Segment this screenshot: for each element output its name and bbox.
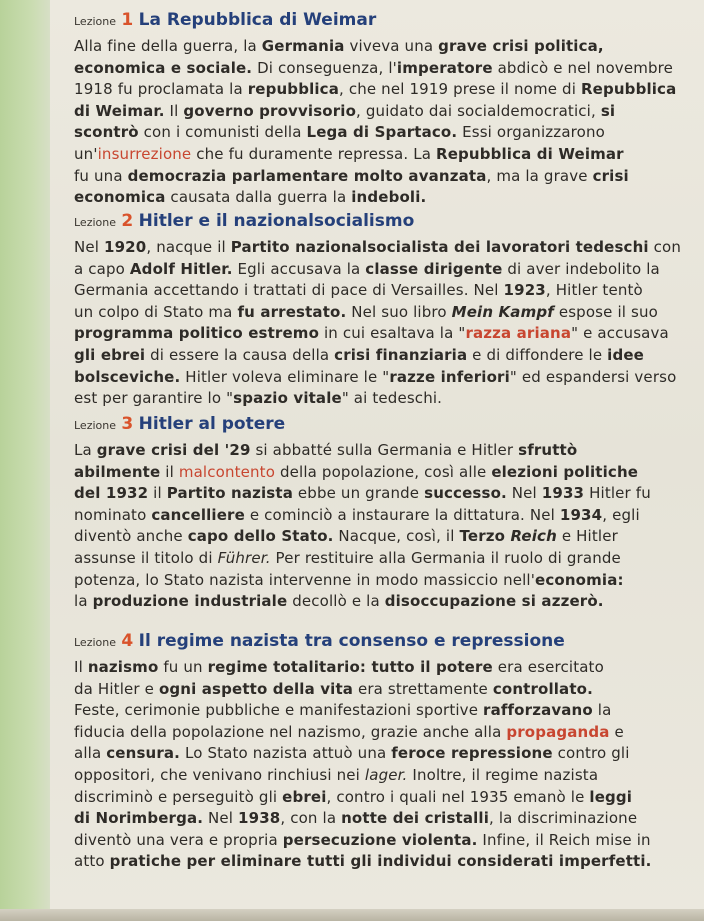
- lesson-title: Il regime nazista tra consenso e repressione: [138, 631, 565, 651]
- bold-phrase: regime totalitario: tutto il potere: [207, 658, 493, 676]
- text-span: un colpo di Stato ma: [74, 302, 238, 321]
- text-span: , che nel 1919 prese il nome di: [338, 80, 581, 99]
- text-span: la: [592, 701, 612, 720]
- text-span: " e accusava: [571, 324, 669, 343]
- lesson-body: [74, 440, 704, 613]
- text-span: diventò anche: [74, 527, 188, 546]
- bold-phrase: economica: [74, 188, 166, 207]
- bold-phrase: sfruttò: [518, 441, 578, 459]
- bold-phrase: ebrei: [282, 787, 327, 806]
- bold-phrase: 1920: [104, 238, 147, 256]
- lesson-2: [74, 211, 704, 410]
- text-span: era esercitato: [492, 658, 604, 676]
- lesson-1: [74, 10, 704, 209]
- text-line: [74, 79, 704, 101]
- bold-phrase: censura.: [106, 744, 181, 763]
- lesson-heading: [74, 631, 704, 653]
- text-span: , Hitler tentò: [545, 281, 643, 300]
- text-line: [74, 787, 704, 809]
- text-line: [74, 743, 704, 765]
- text-span: Di conseguenza, l': [252, 58, 397, 77]
- text-line: [74, 765, 704, 787]
- text-span: abdicò e nel novembre: [492, 58, 673, 77]
- text-span: e Hitler: [556, 527, 618, 546]
- bold-phrase: del 1932: [74, 484, 149, 503]
- bold-phrase: persecuzione violenta.: [282, 830, 478, 849]
- bold-phrase: razza ariana: [465, 324, 572, 343]
- bold-phrase: gli ebrei: [74, 345, 146, 364]
- text-span: che fu duramente repressa. La: [191, 144, 436, 163]
- text-span: della popolazione, così alle: [275, 462, 492, 481]
- text-line: [74, 591, 704, 613]
- bold-phrase: di Norimberga.: [74, 809, 204, 828]
- bold-phrase: cancelliere: [151, 505, 245, 524]
- text-span: alla: [74, 744, 107, 763]
- bold-phrase: indeboli.: [351, 188, 427, 207]
- text-span: , la discriminazione: [489, 809, 638, 828]
- lesson-body: [74, 657, 704, 873]
- bold-phrase: 1933: [541, 484, 585, 503]
- bold-phrase: grave crisi del '29: [96, 441, 251, 459]
- text-span: Il: [164, 101, 184, 120]
- text-span: contro gli: [552, 744, 630, 763]
- text-span: ebbe un grande: [292, 484, 425, 503]
- text-line: [74, 101, 704, 123]
- bold-phrase: controllato.: [492, 679, 593, 698]
- bold-phrase: notte dei cristalli: [341, 809, 490, 828]
- page-binding-edge: [0, 0, 50, 921]
- lesson-number: 4: [121, 631, 134, 651]
- text-line: [74, 440, 704, 462]
- lesson-4: [74, 631, 704, 873]
- text-span: Essi organizzarono: [457, 123, 605, 142]
- text-span: Feste, cerimonie pubbliche e manifestazioni sportive: [74, 701, 484, 720]
- text-line: [74, 808, 704, 830]
- lesson-title: La Repubblica di Weimar: [138, 10, 377, 30]
- text-span: discriminò e perseguitò gli: [74, 787, 283, 806]
- bold-phrase: pratiche per eliminare tutti gli individui considerati imperfetti.: [109, 852, 652, 871]
- text-span: di aver indebolito la: [502, 259, 660, 278]
- text-span: Il: [74, 658, 88, 676]
- bold-phrase: disoccupazione si azzerò.: [384, 592, 604, 611]
- text-span: con: [648, 238, 682, 256]
- text-span: 1918 fu proclamata la: [74, 80, 248, 99]
- text-line: [74, 679, 704, 701]
- text-span: Nel: [74, 238, 104, 256]
- text-span: Führer.: [217, 548, 271, 567]
- text-span: , con la: [280, 809, 342, 828]
- lesson-label: Lezione: [74, 419, 117, 432]
- highlight-phrase: insurrezione: [97, 144, 192, 163]
- lesson-title: Hitler e il nazionalsocialismo: [138, 211, 415, 231]
- text-span: Hitler voleva eliminare le ": [180, 367, 390, 386]
- text-span: viveva una: [344, 37, 439, 55]
- text-span: il: [148, 484, 167, 503]
- lesson-label: Lezione: [74, 15, 117, 28]
- text-span: era strettamente: [353, 679, 493, 698]
- text-line: [74, 280, 704, 302]
- text-span: assunse il titolo di: [74, 548, 218, 567]
- lesson-number: 3: [121, 414, 134, 434]
- bold-phrase: Reich: [510, 527, 557, 546]
- text-span: est per garantire lo ": [74, 389, 234, 408]
- bold-phrase: 1938: [238, 809, 281, 828]
- text-line: [74, 483, 704, 505]
- text-span: , egli: [602, 505, 640, 524]
- bold-phrase: 1923: [503, 281, 546, 300]
- text-span: La: [74, 441, 97, 459]
- bold-phrase: Adolf Hitler.: [129, 259, 233, 278]
- text-span: nominato: [74, 505, 152, 524]
- text-span: Nel: [506, 484, 542, 503]
- text-line: [74, 237, 704, 259]
- text-span: Germania accettando i trattati di pace di Versailles. Nel: [74, 281, 504, 300]
- bold-phrase: fu arrestato.: [237, 302, 347, 321]
- text-line: [74, 144, 704, 166]
- text-span: espose il suo: [553, 302, 658, 321]
- bold-phrase: spazio vitale: [233, 389, 342, 408]
- bold-phrase: capo dello Stato.: [187, 527, 334, 546]
- text-line: [74, 36, 704, 58]
- text-span: in cui esaltava la ": [319, 324, 466, 343]
- text-line: [74, 166, 704, 188]
- text-span: lager.: [364, 765, 408, 784]
- text-span: atto: [74, 852, 110, 871]
- bold-phrase: Repubblica: [580, 80, 677, 99]
- text-line: [74, 657, 704, 679]
- bold-phrase: Repubblica di Weimar: [436, 144, 624, 163]
- bold-phrase: economia:: [535, 570, 624, 589]
- text-span: Per restituire alla Germania il ruolo di grande: [270, 548, 621, 567]
- bold-phrase: economica e sociale.: [74, 58, 253, 77]
- text-span: , guidato dai socialdemocratici,: [356, 101, 601, 120]
- bold-phrase: crisi finanziaria: [334, 345, 468, 364]
- bold-phrase: bolsceviche.: [74, 367, 181, 386]
- bold-phrase: Partito nazionalsocialista dei lavoratori tedeschi: [230, 238, 649, 256]
- text-span: e: [609, 722, 624, 741]
- bold-phrase: imperatore: [396, 58, 493, 77]
- text-span: causata dalla guerra la: [165, 188, 352, 207]
- text-line: [74, 548, 704, 570]
- page-bottom-edge: [0, 909, 704, 921]
- bold-phrase: governo provvisorio: [183, 101, 357, 120]
- text-span: fu una: [74, 166, 128, 185]
- bold-phrase: si: [600, 101, 616, 120]
- text-span: potenza, lo Stato nazista intervenne in modo massiccio nell': [74, 570, 536, 589]
- bold-phrase: rafforzavano: [483, 701, 593, 720]
- bold-phrase: repubblica: [247, 80, 339, 99]
- bold-phrase: crisi: [592, 166, 629, 185]
- highlight-phrase: malcontento: [178, 462, 276, 481]
- text-line: [74, 526, 704, 548]
- bold-phrase: ogni aspetto della vita: [158, 679, 354, 698]
- bold-phrase: successo.: [424, 484, 507, 503]
- text-span: diventò una vera e propria: [74, 830, 283, 849]
- lesson-title: Hitler al potere: [138, 414, 286, 434]
- lesson-body: [74, 237, 704, 410]
- lesson-heading: [74, 414, 704, 436]
- bold-phrase: Germania: [261, 37, 345, 55]
- text-span: fu un: [158, 658, 208, 676]
- text-span: Nel suo libro: [346, 302, 452, 321]
- text-span: e cominciò a instaurare la dittatura. Nel: [244, 505, 560, 524]
- bold-phrase: propaganda: [506, 722, 610, 741]
- lesson-body: [74, 36, 704, 209]
- text-span: e di diffondere le: [467, 345, 608, 364]
- text-line: [74, 187, 704, 209]
- text-span: Inoltre, il regime nazista: [407, 765, 599, 784]
- text-span: con i comunisti della: [138, 123, 307, 142]
- text-span: Infine, il Reich mise in: [477, 830, 651, 849]
- text-line: [74, 323, 704, 345]
- text-span: , contro i quali nel 1935 emanò le: [326, 787, 590, 806]
- bold-phrase: democrazia parlamentare molto avanzata: [127, 166, 487, 185]
- text-line: [74, 505, 704, 527]
- bold-phrase: abilmente: [74, 462, 161, 481]
- bold-phrase: feroce repressione: [391, 744, 553, 763]
- text-span: Nel: [203, 809, 239, 828]
- text-line: [74, 259, 704, 281]
- text-line: [74, 58, 704, 80]
- text-span: Egli accusava la: [232, 259, 366, 278]
- bold-phrase: Terzo: [459, 527, 511, 546]
- text-span: di essere la causa della: [145, 345, 335, 364]
- bold-phrase: classe dirigente: [365, 259, 503, 278]
- text-span: , ma la grave: [486, 166, 593, 185]
- bold-phrase: 1934: [559, 505, 603, 524]
- text-span: " ed espandersi verso: [509, 367, 677, 386]
- bold-phrase: Mein Kampf: [451, 302, 554, 321]
- text-span: " ai tedeschi.: [341, 389, 443, 408]
- text-span: da Hitler e: [74, 679, 159, 698]
- bold-phrase: Lega di Spartaco.: [306, 123, 458, 142]
- lesson-label: Lezione: [74, 636, 117, 649]
- lesson-label: Lezione: [74, 216, 117, 229]
- bold-phrase: idee: [607, 345, 644, 364]
- bold-phrase: programma politico estremo: [74, 324, 320, 343]
- text-line: [74, 700, 704, 722]
- lesson-heading: [74, 10, 704, 32]
- text-line: [74, 122, 704, 144]
- bold-phrase: scontrò: [74, 123, 139, 142]
- text-line: [74, 302, 704, 324]
- text-span: a capo: [74, 259, 130, 278]
- text-line: [74, 367, 704, 389]
- bold-phrase: Partito nazista: [166, 484, 293, 503]
- text-span: oppositori, che venivano rinchiusi nei: [74, 765, 365, 784]
- bold-phrase: elezioni politiche: [491, 462, 639, 481]
- text-line: [74, 722, 704, 744]
- text-span: Alla fine della guerra, la: [74, 37, 262, 55]
- text-span: decollò e la: [287, 592, 385, 611]
- bold-phrase: leggi: [589, 787, 633, 806]
- text-span: Nacque, così, il: [333, 527, 460, 546]
- bold-phrase: grave crisi politica,: [438, 37, 604, 55]
- text-span: si abbatté sulla Germania e Hitler: [250, 441, 519, 459]
- text-span: fiducia della popolazione nel nazismo, grazie anche alla: [74, 722, 507, 741]
- lesson-number: 2: [121, 211, 134, 231]
- text-line: [74, 345, 704, 367]
- text-span: , nacque il: [146, 238, 231, 256]
- text-span: il: [160, 462, 179, 481]
- text-span: un': [74, 144, 98, 163]
- lesson-heading: [74, 211, 704, 233]
- lesson-number: 1: [121, 10, 134, 30]
- bold-phrase: nazismo: [87, 658, 159, 676]
- text-line: [74, 462, 704, 484]
- text-span: Hitler fu: [584, 484, 651, 503]
- bold-phrase: razze inferiori: [389, 367, 510, 386]
- lesson-3: [74, 414, 704, 613]
- text-span: Lo Stato nazista attuò una: [180, 744, 392, 763]
- bold-phrase: produzione industriale: [92, 592, 288, 611]
- text-line: [74, 851, 704, 873]
- text-line: [74, 570, 704, 592]
- bold-phrase: di Weimar.: [74, 101, 165, 120]
- text-line: [74, 830, 704, 852]
- text-span: la: [74, 592, 93, 611]
- text-line: [74, 388, 704, 410]
